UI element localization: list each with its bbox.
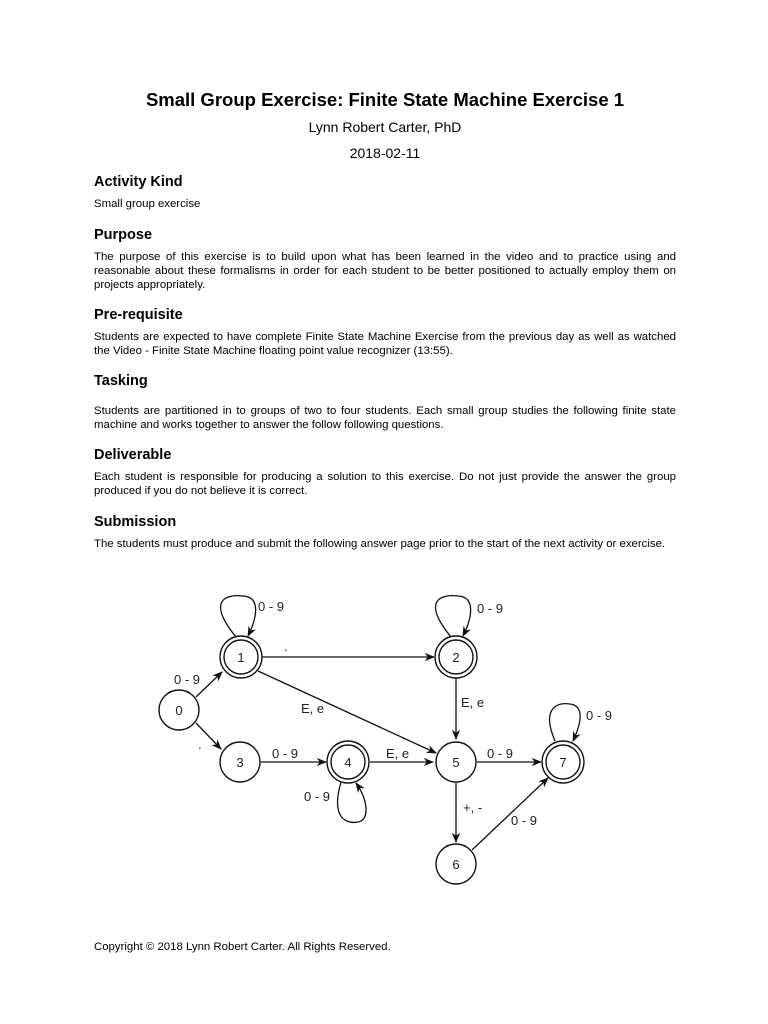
state-2 — [435, 636, 477, 678]
self-loop-7 — [550, 704, 581, 741]
section-body: Each student is responsible for producing a solution to this exercise. Do not just provide the answer the group produced if you do not believe it is correct. — [94, 471, 676, 497]
section-heading: Tasking — [94, 373, 148, 389]
state-label: 4 — [344, 755, 352, 770]
section-heading: Purpose — [94, 227, 153, 243]
section-heading: Activity Kind — [94, 174, 183, 190]
label-0-1: 0 - 9 — [174, 672, 201, 687]
state-label: 1 — [237, 650, 245, 665]
self-loop-4 — [338, 782, 367, 822]
state-label: 7 — [559, 755, 567, 770]
label-3-4: 0 - 9 — [272, 746, 299, 761]
label-5-7: 0 - 9 — [487, 746, 514, 761]
state-1 — [220, 636, 262, 678]
state-6 — [436, 844, 476, 884]
state-7 — [542, 741, 584, 783]
state-label: 3 — [236, 755, 244, 770]
section-body: Small group exercise — [94, 198, 201, 210]
self-loop-2 — [436, 596, 471, 637]
section-body: Students are expected to have complete Finite State Machine Exercise from the previous day as well as watched the Video - Finite State Machine floating point value recognizer (13:55). — [94, 331, 676, 357]
section-body: The purpose of this exercise is to build upon what has been learned in the video and to practice using and reasonable about these formalisms in order for each student to be better positioned to actually employ them on projects appropriately. — [94, 251, 676, 291]
states — [159, 636, 584, 884]
state-4 — [327, 741, 369, 783]
date-line: 2018-02-11 — [349, 145, 421, 161]
label-6-7: 0 - 9 — [511, 813, 538, 828]
copyright-footer: Copyright © 2018 Lynn Robert Carter. All Rights Reserved. — [94, 941, 391, 953]
transitions — [196, 596, 580, 850]
section-heading: Pre-requisite — [94, 307, 183, 323]
label-5-6: +, - — [463, 800, 483, 815]
state-label: 6 — [452, 857, 460, 872]
section-heading: Deliverable — [94, 447, 172, 463]
state-label: 2 — [452, 650, 460, 665]
state-0 — [159, 690, 199, 730]
state-3 — [220, 742, 260, 782]
label-1-1: 0 - 9 — [258, 599, 285, 614]
transition-labels — [174, 599, 612, 828]
author-line: Lynn Robert Carter, PhD — [308, 119, 462, 135]
state-5 — [436, 742, 476, 782]
label-2-5: E, e — [461, 695, 485, 710]
label-7-7: 0 - 9 — [586, 708, 613, 723]
section-body: The students must produce and submit the following answer page prior to the start of the next activity or exercise. — [94, 538, 666, 550]
state-label: 0 — [175, 703, 183, 718]
self-loop-1 — [221, 596, 256, 637]
label-4-4: 0 - 9 — [304, 789, 331, 804]
section-body: Students are partitioned in to groups of two to four students. Each small group studies the following finite state machine and works together to answer the follow following questions. — [94, 405, 676, 431]
label-4-5: E, e — [386, 746, 410, 761]
state-label: 5 — [452, 755, 460, 770]
label-0-3: . — [198, 737, 202, 752]
label-1-2: . — [284, 639, 288, 654]
label-1-5: E, e — [301, 701, 325, 716]
label-2-2: 0 - 9 — [477, 601, 504, 616]
page-title: Small Group Exercise: Finite State Machine Exercise 1 — [145, 89, 625, 110]
section-heading: Submission — [94, 514, 177, 530]
